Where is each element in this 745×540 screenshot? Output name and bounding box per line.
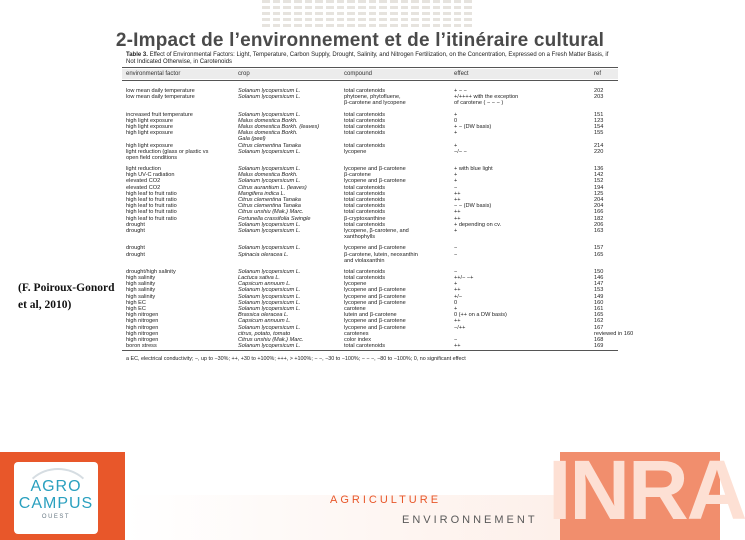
cell-effect: + [454,111,458,118]
cell-factor: high leaf to fruit ratio [126,203,177,210]
cell-crop: Solanum lycopersicum L. [238,166,301,173]
cell-effect: − [454,245,458,252]
cell-ref: 182 [594,215,604,222]
cell-ref [594,258,618,264]
cell-factor: high leaf to fruit ratio [126,209,177,216]
top-decoration [262,0,472,30]
cell-factor: low mean daily temperature [126,94,195,101]
cell-crop: Spinacia oleracea L. [238,251,289,258]
cell-ref [594,155,618,161]
cell-factor: high UV-C radiation [126,172,175,179]
cell-factor: high leaf to fruit ratio [126,215,177,222]
cell-crop: Solanum lycopersicum L. [238,94,301,101]
cell-effect: + [454,178,458,185]
cell-factor: high leaf to fruit ratio [126,190,177,197]
cell-factor: elevated CO2 [126,184,161,191]
cell-compound: total carotenoids [344,209,386,216]
cell-effect: ++ [454,209,461,216]
cell-ref: 151 [594,111,604,118]
cell-ref: 147 [594,281,604,288]
cell-effect: + with blue light [454,166,493,173]
cell-ref: 154 [594,123,604,130]
header-environmental-factor: environmental factor [126,71,181,77]
cell-ref: 161 [594,306,604,312]
cell-crop: Solanum lycopersicum L. [238,293,301,300]
cell-factor: high nitrogen [126,336,159,343]
cell-crop: Fortunella crassifolia Swingle [238,215,311,222]
cell-effect [454,258,594,264]
cell-factor: high nitrogen [126,312,159,319]
cell-compound: total carotenoids [344,268,386,275]
cell-crop: Solanum lycopersicum L. [238,343,301,350]
cell-factor: high light exposure [126,142,173,149]
cell-compound: total carotenoids [344,142,386,149]
cell-effect: +/++++ with the exception [454,94,519,101]
footer-environnement: ENVIRONNEMENT [402,514,538,526]
cell-compound: total carotenoids [344,197,386,203]
logo-sub: OUEST [41,514,71,520]
logo-line1: AGRO [30,478,82,495]
cell-compound: lycopene and β-carotene [344,178,406,185]
cell-compound: phytoene, phytofluene, [344,94,401,101]
slide-title: 2-Impact de l’environnement et de l’itinéraire cultural [115,30,605,51]
cell-crop: Solanum lycopersicum L. [238,268,301,275]
cell-factor: open field conditions [126,154,178,161]
cell-ref: 136 [594,166,604,173]
cell-ref: 204 [594,197,604,203]
cell-crop: Citrus unshiu (Mak.) Marc. [238,209,304,216]
cell-factor [122,234,238,240]
cell-compound: β-carotene, lutein, neoxanthin [344,251,418,258]
cell-ref: 152 [594,178,604,185]
table-rule [122,80,618,81]
cell-crop: Citrus unshiu (Mak.) Marc. [238,336,304,343]
cell-effect: − [454,268,458,275]
cell-ref: 153 [594,287,604,294]
cell-effect [454,155,594,161]
cell-compound: total carotenoids [344,203,386,210]
cell-crop: Malus domestica Borkh. [238,130,298,137]
table-row [122,155,618,161]
cell-compound: total carotenoids [344,275,386,282]
cell-ref: 167 [594,324,604,331]
cell-effect: − [454,184,458,191]
cell-crop [238,234,344,240]
header-effect: effect [454,71,469,77]
cell-effect [454,234,594,240]
cell-effect: + [454,281,458,288]
cell-factor: drought/high salinity [126,268,176,275]
cell-ref: 202 [594,88,604,94]
cell-ref: 162 [594,318,604,325]
cell-ref: 155 [594,130,604,137]
cell-ref: 203 [594,94,604,101]
cell-crop: Capsicum annuum L. [238,318,291,325]
cell-compound: lycopene, β-carotene, and [344,227,409,234]
inra-logo: INRA [548,443,745,537]
cell-ref: 214 [594,142,604,149]
cell-effect: ++ [454,343,461,350]
cell-factor: high nitrogen [126,330,159,337]
cell-compound: total carotenoids [344,111,386,118]
cell-compound: total carotenoids [344,190,386,197]
cell-compound: lycopene and β-carotene [344,318,406,325]
cell-ref: 168 [594,336,604,343]
table-rule [122,67,618,68]
cell-effect: 0 (++ on a DW basis) [454,312,507,319]
cell-factor: high light exposure [126,130,173,137]
cell-factor: increased fruit temperature [126,111,193,118]
cell-compound: carotene [344,306,366,312]
cell-crop: Solanum lycopersicum L. [238,148,301,155]
cell-crop: Lactuca sativa L. [238,275,280,282]
cell-effect: − − (DW basis) [454,203,492,210]
cell-crop: Malus domestica Borkh. [238,117,298,124]
cell-effect: + − − [454,88,467,94]
cell-compound: total carotenoids [344,117,386,124]
cell-compound: carotenes [344,330,369,337]
cell-crop: Solanum lycopersicum L. [238,324,301,331]
cell-factor: high salinity [126,293,156,300]
cell-crop: Solanum lycopersicum L. [238,227,301,234]
table-header [122,69,618,79]
cell-effect: + − (DW basis) [454,123,492,130]
cell-factor: high nitrogen [126,324,159,331]
logo-line2: CAMPUS [18,495,94,512]
cell-compound: β-carotene and lycopene [344,100,406,107]
header-crop: crop [238,71,250,77]
cell-crop: Solanum lycopersicum L. [238,88,301,94]
cell-compound: total carotenoids [344,130,386,137]
cell-ref [594,234,618,240]
cell-effect: of carotene ( − − − ) [454,100,504,107]
table-row [122,234,618,240]
cell-effect: ++ [454,197,461,203]
table-footnote: a EC, electrical conductivity; −, up to −30%; ++, +30 to +100%; +++, > +100%; − −, −30 to −100%; − − −, −80 to −100%; 0, no significant effect [126,356,466,363]
cell-factor: high salinity [126,275,156,282]
cell-effect: + [454,227,458,234]
cell-factor: high nitrogen [126,318,159,325]
cell-crop: Solanum lycopersicum L. [238,221,301,228]
header-ref: ref [594,71,602,77]
cell-compound: lycopene [344,148,367,155]
table-row [122,258,618,264]
cell-compound: lutein and β-carotene [344,312,397,319]
cell-compound: lycopene and β-carotene [344,287,406,294]
cell-factor: drought [126,245,145,252]
cell-compound: lycopene and β-carotene [344,324,406,331]
cell-factor: high EC [126,299,146,306]
cell-factor: high salinity [126,287,156,294]
cell-factor: drought [126,251,145,258]
citation: (F. Poiroux-Gonord et al, 2010) [18,282,115,311]
cell-effect: − [454,336,458,343]
table-rule [122,350,618,351]
cell-compound: xanthophylls [344,234,376,241]
cell-crop: citrus, potato, tomato [238,330,291,337]
table-body [122,82,634,350]
cell-compound: lycopene and β-carotene [344,299,406,306]
cell-factor: high EC [126,306,146,312]
carotenoid-table [122,52,634,492]
cell-effect: ++ [454,190,461,197]
cell-factor [122,258,238,264]
cell-ref [594,100,618,106]
cell-effect: + [454,142,458,149]
cell-effect: − [454,251,458,258]
cell-ref: 146 [594,275,604,282]
cell-ref: 123 [594,117,604,124]
cell-effect: + [454,172,458,179]
table-row [122,100,618,106]
cell-crop: Malus domestica Borkh. [238,172,298,179]
cell-compound: total carotenoids [344,184,386,191]
cell-factor: high light exposure [126,117,173,124]
cell-factor: drought [126,221,145,228]
cell-crop: Solanum lycopersicum L. [238,287,301,294]
cell-factor: high salinity [126,281,156,288]
cell-effect: ++/− −+ [454,275,474,282]
cell-ref: 125 [594,190,604,197]
cell-factor: high light exposure [126,123,173,130]
header-compound: compound [344,71,373,77]
cell-compound: total carotenoids [344,343,386,350]
cell-compound: lycopene and β-carotene [344,166,406,173]
cell-compound: β-cryptoxanthine [344,215,386,222]
footer-agriculture: AGRICULTURE [330,494,442,506]
cell-factor: low mean daily temperature [126,88,195,94]
cell-crop [238,155,344,161]
cell-ref: 142 [594,172,604,179]
cell-ref: 220 [594,148,604,155]
cell-ref: 169 [594,343,604,350]
cell-crop: Gala (peel) [238,136,266,143]
cell-factor: drought [126,227,145,234]
cell-factor: elevated CO2 [126,178,161,185]
cell-effect: ++ [454,215,461,222]
cell-compound: color index [344,336,372,343]
cell-effect: ++ [454,287,461,294]
cell-crop: Solanum lycopersicum L. [238,178,301,185]
cell-effect: 0 [454,117,458,124]
cell-crop [238,100,344,106]
cell-compound: total carotenoids [344,221,386,228]
cell-compound: β-carotene [344,172,371,179]
cell-effect: +/− [454,293,463,300]
cell-crop: Malus domestica Borkh. (leaves) [238,123,320,130]
cell-ref: 204 [594,203,604,210]
cell-compound: lycopene [344,281,367,288]
logo-text [14,478,98,512]
cell-factor: boron stress [126,343,157,350]
cell-effect: + [454,306,458,312]
cell-effect: ++ [454,318,461,325]
cell-compound: and violaxanthin [344,257,385,264]
cell-effect: + depending on cv. [454,221,502,228]
cell-ref: reviewed in 160 [594,330,634,337]
cell-crop: Mangifera indica L. [238,190,286,197]
cell-ref: 194 [594,184,604,191]
cell-compound: total carotenoids [344,88,386,94]
cell-ref: 157 [594,245,604,252]
cell-factor [122,100,238,106]
cell-crop: Solanum lycopersicum L. [238,299,301,306]
cell-crop: Citrus clementina Tanaka [238,197,301,203]
cell-crop: Solanum lycopersicum L. [238,111,301,118]
table-caption-text: Effect of Environmental Factors: Light, Temperature, Carbon Supply, Drought, Salinity, and Nitrogen Fertilization, on the Concentration, Expressed on a Fresh Matter Basis, if Not Indicated Otherwise, in Carotenoids [126,52,609,65]
cell-factor: light reduction [126,166,161,173]
table-caption [122,52,618,66]
cell-ref: 165 [594,251,604,258]
table-caption-label: Table 3. [126,52,148,58]
cell-ref: 165 [594,312,604,319]
cell-crop: Solanum lycopersicum L. [238,306,301,312]
cell-crop: Citrus clementina Tanaka [238,203,301,210]
cell-ref: 206 [594,221,604,228]
cell-crop: Capsicum annuum L. [238,281,291,288]
cell-crop [238,258,344,264]
cell-ref: 166 [594,209,604,216]
cell-factor: light reduction (glass or plastic vs [126,148,209,155]
cell-compound: lycopene and β-carotene [344,245,406,252]
cell-ref: 150 [594,268,604,275]
cell-compound: lycopene and β-carotene [344,293,406,300]
cell-effect: −/− − [454,148,467,155]
cell-ref: 160 [594,299,604,306]
cell-crop: Solanum lycopersicum L. [238,245,301,252]
table-row [122,343,618,349]
cell-factor: high leaf to fruit ratio [126,197,177,203]
cell-effect: −/++ [454,324,466,331]
cell-crop: Citrus aurantium L. (leaves) [238,184,307,191]
cell-crop: Brassica oleracea L. [238,312,289,319]
cell-effect: 0 [454,299,458,306]
cell-ref: 163 [594,227,604,234]
cell-compound [344,155,454,161]
cell-effect: + [454,130,458,137]
cell-ref: 149 [594,293,604,300]
cell-compound: total carotenoids [344,123,386,130]
cell-crop: Citrus clementina Tanaka [238,142,301,149]
